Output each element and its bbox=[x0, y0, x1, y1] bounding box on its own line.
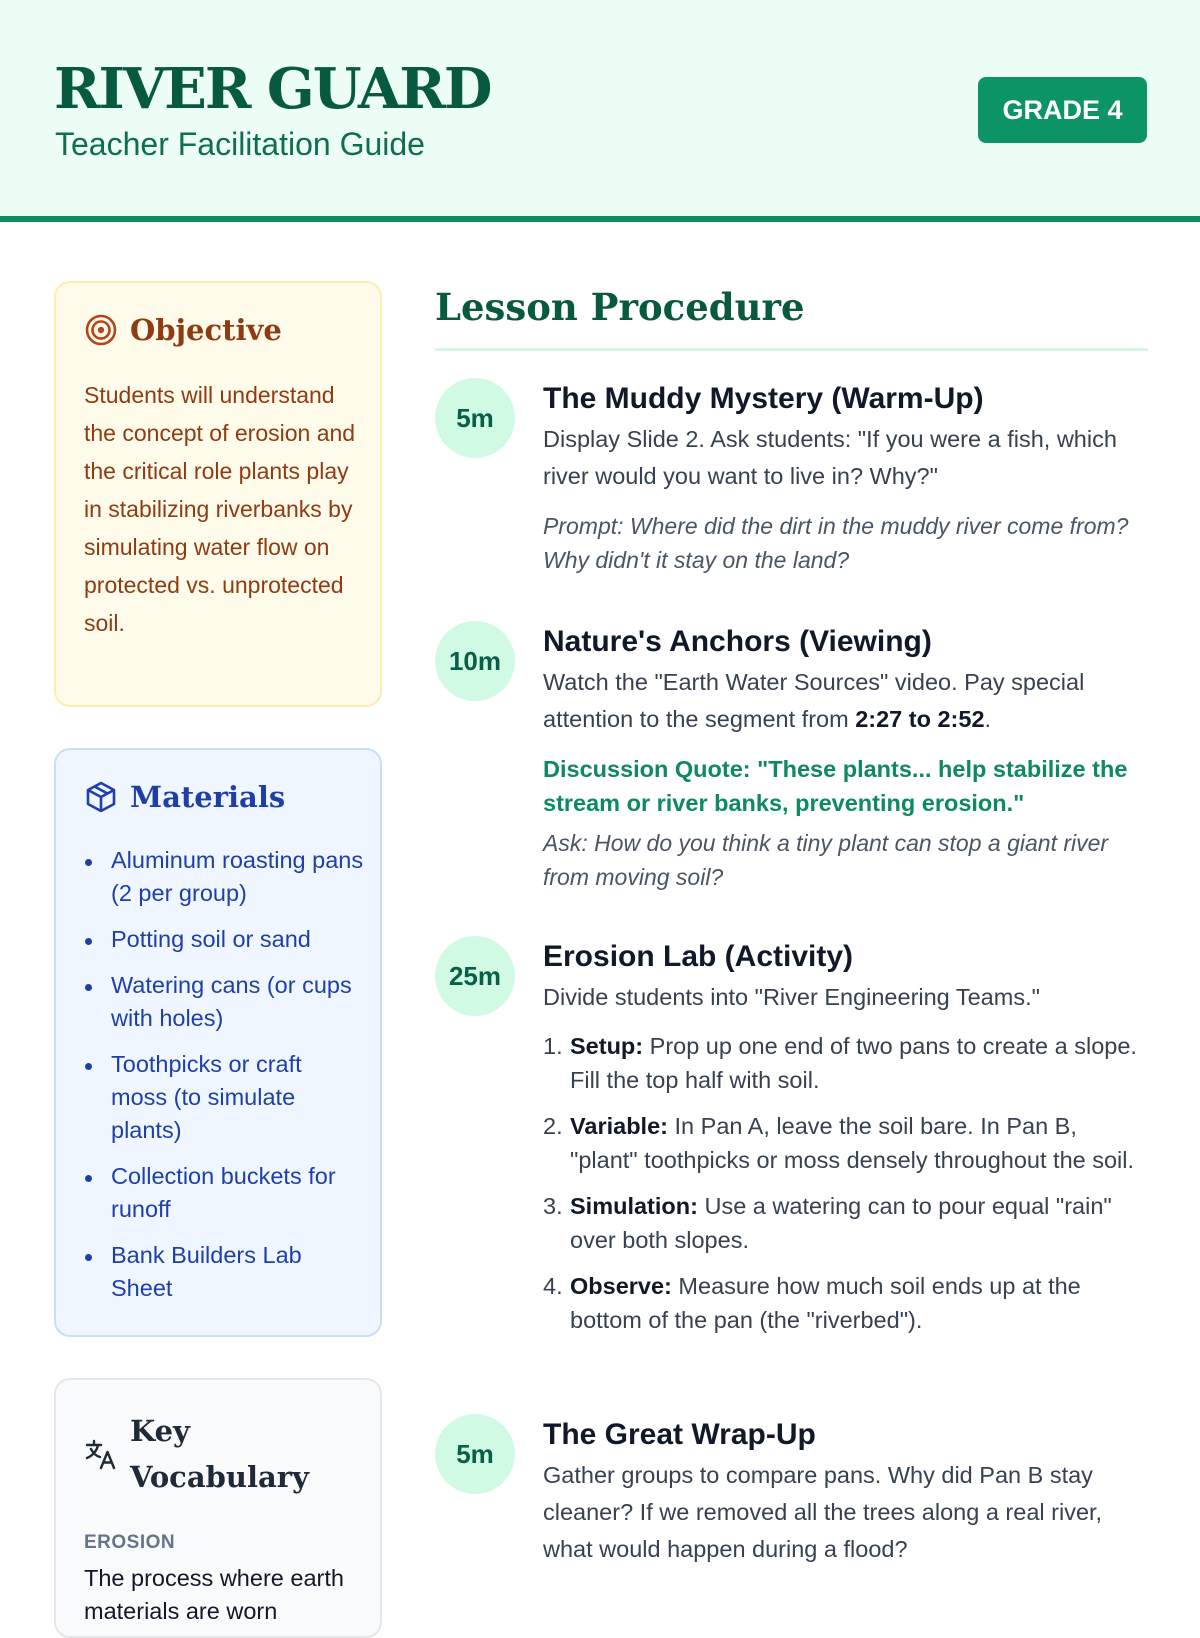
duration-badge: 5m bbox=[435, 1414, 515, 1494]
list-item: Aluminum roasting pans (2 per group) bbox=[84, 844, 364, 910]
vocabulary-heading bbox=[84, 1408, 330, 1500]
vocab-term: EROSION bbox=[84, 1532, 176, 1553]
grade-badge: GRADE 4 bbox=[978, 77, 1147, 143]
step-text: Gather groups to compare pans. Why did Pan B stay cleaner? If we removed all the trees along a real river, what would happen during a flood? bbox=[543, 1462, 1103, 1562]
materials-card bbox=[54, 748, 382, 1337]
procedure-heading: Lesson Procedure bbox=[435, 285, 805, 329]
target-icon bbox=[84, 313, 118, 347]
list-item: Watering cans (or cups with holes) bbox=[84, 969, 364, 1035]
list-item: 2. Variable: In Pan A, leave the soil bare. In Pan B, "plant" toothpicks or moss densely throughout the soil. bbox=[543, 1113, 1135, 1173]
translate-icon bbox=[84, 1437, 118, 1471]
materials-list bbox=[84, 844, 364, 1318]
duration-badge: 10m bbox=[435, 621, 515, 701]
lab-steps-list bbox=[543, 1029, 1143, 1337]
list-item: Collection buckets for runoff bbox=[84, 1160, 364, 1226]
step-title: Nature's Anchors (Viewing) bbox=[543, 625, 932, 658]
list-item: 3. Simulation: Use a watering can to pour equal "rain" over both slopes. bbox=[543, 1193, 1112, 1253]
step-text: Display Slide 2. Ask students: "If you were a fish, which river would you want to live in? Why?" bbox=[543, 426, 1117, 489]
duration-badge: 25m bbox=[435, 936, 515, 1016]
objective-heading-label: Objective bbox=[130, 313, 282, 347]
video-segment-time: 2:27 to 2:52 bbox=[855, 706, 985, 732]
step-prompt: Prompt: Where did the dirt in the muddy river come from? Why didn't it stay on the land? bbox=[543, 513, 1129, 573]
discussion-quote: Discussion Quote: "These plants... help stabilize the stream or river banks, preventing erosion." bbox=[543, 756, 1128, 816]
step-title: The Muddy Mystery (Warm-Up) bbox=[543, 382, 984, 415]
list-item: 4. Observe: Measure how much soil ends up at the bottom of the pan (the "riverbed"). bbox=[543, 1273, 1081, 1333]
box-icon bbox=[84, 780, 118, 814]
procedure-divider bbox=[435, 348, 1148, 351]
step-title: Erosion Lab (Activity) bbox=[543, 940, 854, 973]
objective-heading bbox=[84, 313, 282, 347]
vocab-definition: The process where earth materials are worn bbox=[84, 1565, 344, 1624]
list-item: Toothpicks or craft moss (to simulate plants) bbox=[84, 1048, 364, 1147]
materials-heading-label: Materials bbox=[130, 780, 286, 814]
duration-badge: 5m bbox=[435, 378, 515, 458]
list-item: Bank Builders Lab Sheet bbox=[84, 1239, 364, 1305]
page-header bbox=[0, 0, 1200, 222]
page-subtitle: Teacher Facilitation Guide bbox=[55, 126, 425, 162]
step-text: Divide students into "River Engineering Teams." bbox=[543, 984, 1040, 1010]
step-text: Watch the "Earth Water Sources" video. Pay special attention to the segment from 2:27 to 2:52. bbox=[543, 669, 1085, 732]
objective-text: Students will understand the concept of erosion and the critical role plants play in stabilizing riverbanks by simulating water flow on protected vs. unprotected soil. bbox=[84, 382, 356, 636]
vocabulary-card bbox=[54, 1378, 382, 1638]
list-item: Potting soil or sand bbox=[84, 923, 364, 956]
step-prompt: Ask: How do you think a tiny plant can stop a giant river from moving soil? bbox=[543, 830, 1109, 890]
objective-card bbox=[54, 281, 382, 707]
list-item: 1. Setup: Prop up one end of two pans to create a slope. Fill the top half with soil. bbox=[543, 1033, 1137, 1093]
vocabulary-heading-label: Key Vocabulary bbox=[130, 1414, 309, 1494]
step-title: The Great Wrap-Up bbox=[543, 1418, 816, 1451]
materials-heading bbox=[84, 780, 285, 814]
page-title: RIVER GUARD bbox=[54, 56, 491, 122]
